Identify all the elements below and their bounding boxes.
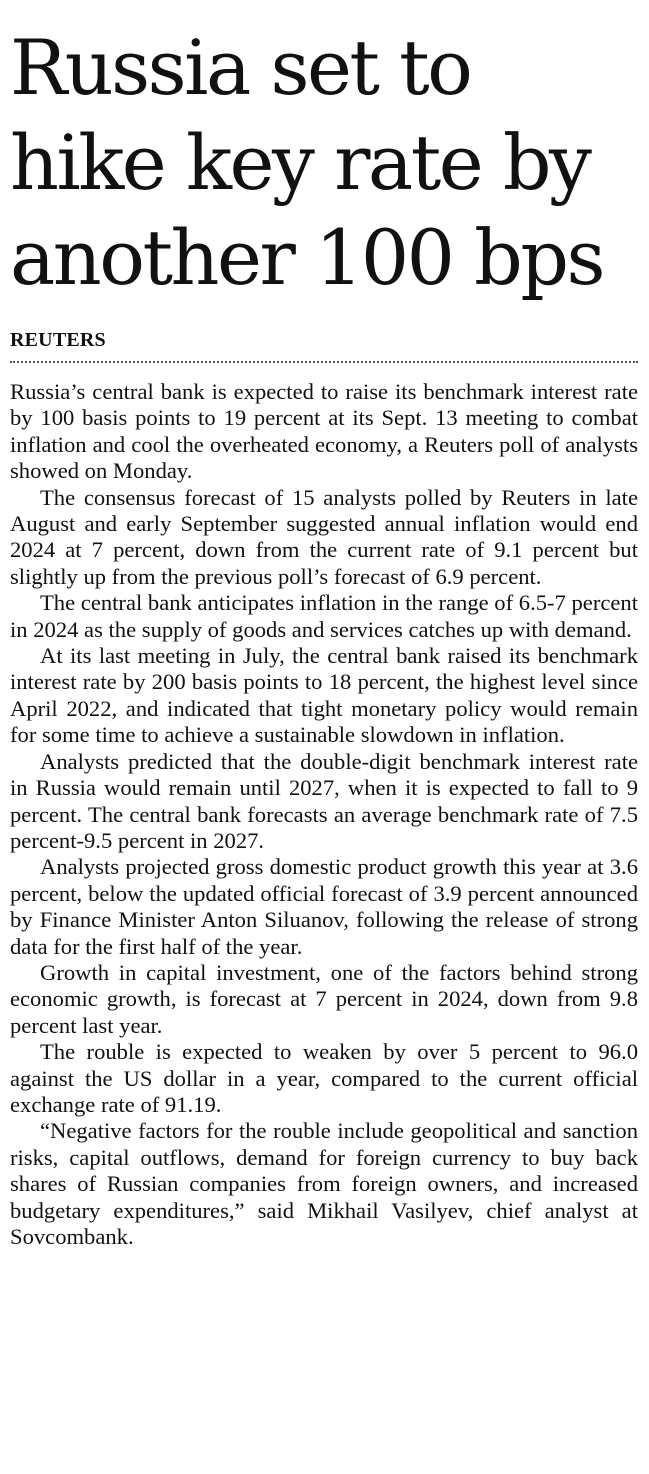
paragraph: At its last meeting in July, the central bank raised its benchmark interest rate by 200 basis points to 18 percent, the highest level since April 2022, and indicated that tight monetary policy would remain for some time to achieve a sustainable slowdown in inflation. [10,643,638,748]
byline: REUTERS [10,329,106,351]
headline-line-1: Russia set to [10,23,471,112]
headline-line-2: hike key rate by [10,118,590,207]
paragraph: Analysts projected gross domestic product growth this year at 3.6 percent, below the updated official forecast of 3.9 percent announced by Finance Minister Anton Siluanov, following the release of strong data for the first half of the year. [10,854,638,959]
paragraph: Analysts predicted that the double-digit benchmark interest rate in Russia would remain until 2027, when it is expected to fall to 9 percent. The central bank forecasts an average benchmark rate of 7.5 percent-9.5 percent in 2027. [10,748,638,853]
paragraph: “Negative factors for the rouble include geopolitical and sanction risks, capital outflows, demand for foreign currency to buy back shares of Russian companies from foreign owners, and increased budgetary expenditures,” said Mikhail Vasilyev, chief analyst at Sovcombank. [10,1118,638,1249]
headline-line-3: another 100 bps [10,213,603,302]
paragraph: Growth in capital investment, one of the factors behind strong economic growth, is forecast at 7 percent in 2024, down from 9.8 percent last year. [10,959,638,1038]
paragraph: The consensus forecast of 15 analysts polled by Reuters in late August and early September suggested annual inflation would end 2024 at 7 percent, down from the current rate of 9.1 percent but slightly up from the previous poll’s forecast of 6.9 percent. [10,484,638,589]
headline [10,20,638,305]
article-body [10,379,638,1250]
article [10,0,638,1250]
paragraph: The rouble is expected to weaken by over 5 percent to 96.0 against the US dollar in a year, compared to the current official exchange rate of 91.19. [10,1039,638,1117]
paragraph: Russia’s central bank is expected to raise its benchmark interest rate by 100 basis points to 19 percent at its Sept. 13 meeting to combat inflation and cool the overheated economy, a Reuters poll of analysts showed on Monday. [10,379,638,484]
paragraph: The central bank anticipates inflation in the range of 6.5-7 percent in 2024 as the supply of goods and services catches up with demand. [10,590,638,642]
dotted-divider [10,361,638,363]
